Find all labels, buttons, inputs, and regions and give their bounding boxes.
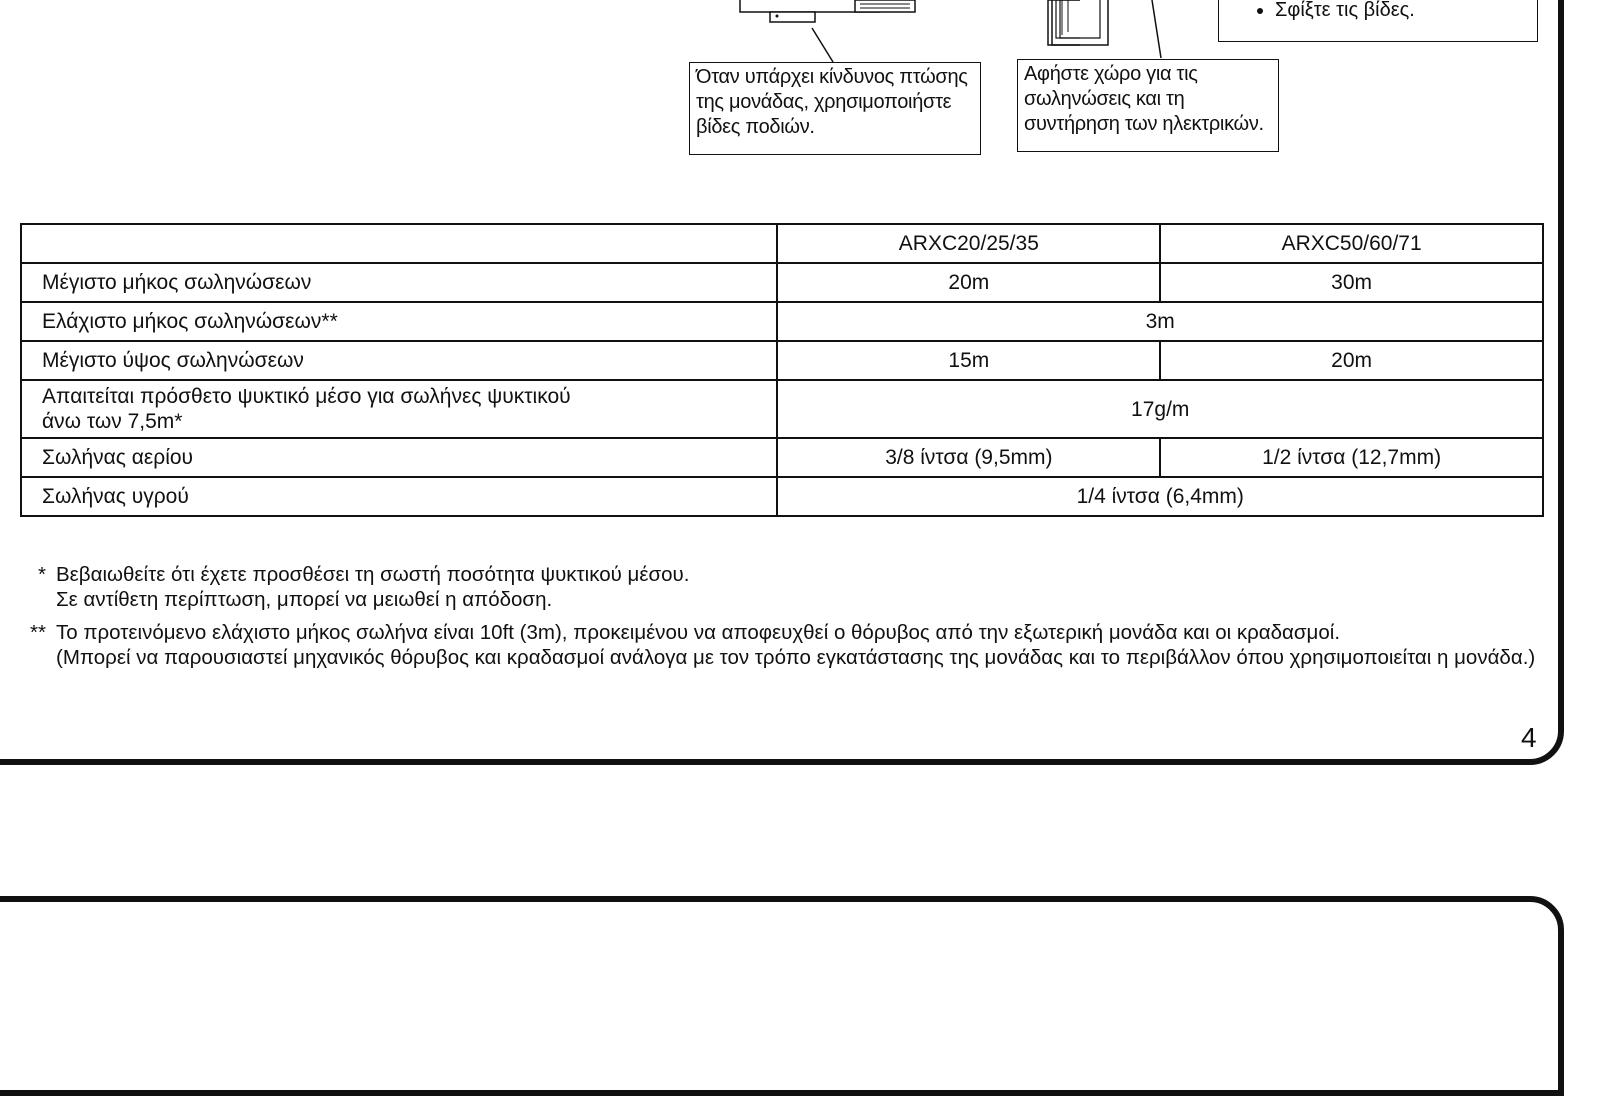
table-row bbox=[21, 302, 1543, 341]
row-label: Μέγιστο ύψος σωληνώσεων bbox=[21, 341, 777, 380]
row-label: Μέγιστο μήκος σωληνώσεων bbox=[21, 263, 777, 302]
next-page-border bbox=[0, 896, 1564, 1096]
row-label: Ελάχιστο μήκος σωληνώσεων** bbox=[21, 302, 777, 341]
footnote-line: (Μπορεί να παρουσιαστεί μηχανικός θόρυβος και κραδασμοί ανάλογα με τον τρόπο εγκατάστασης της μονάδας και το περιβάλλον όπου χρησιμοποιείται η μονάδα.) bbox=[56, 646, 1536, 669]
piping-specs-table bbox=[20, 223, 1544, 517]
table-cell: 3/8 ίντσα (9,5mm) bbox=[777, 438, 1160, 477]
header-cell: ARXC50/60/71 bbox=[1160, 224, 1543, 263]
table-cell: 20m bbox=[777, 263, 1160, 302]
table-cell: 15m bbox=[777, 341, 1160, 380]
callout-line: βίδες ποδιών. bbox=[696, 116, 815, 138]
header-cell: ARXC20/25/35 bbox=[777, 224, 1160, 263]
row-label: Σωλήνας υγρού bbox=[21, 477, 777, 516]
callout-line: συντήρηση των ηλεκτρικών. bbox=[1024, 113, 1264, 135]
footnote bbox=[10, 562, 1535, 612]
row-label bbox=[21, 380, 777, 438]
page-number: 4 bbox=[1521, 722, 1537, 753]
table-cell: 20m bbox=[1160, 341, 1543, 380]
pipe-illustration bbox=[1040, 0, 1180, 60]
footnote-line: Σε αντίθετη περίπτωση, μπορεί να μειωθεί η απόδοση. bbox=[56, 588, 553, 611]
footnote-mark: * bbox=[38, 563, 46, 586]
table-row bbox=[21, 263, 1543, 302]
foot-screws-callout bbox=[689, 62, 981, 155]
row-label-line: άνω των 7,5m* bbox=[42, 410, 183, 433]
table-header-row bbox=[21, 224, 1543, 263]
tighten-screws-item: • Σφίξτε τις βίδες. bbox=[1275, 0, 1537, 21]
table-cell: 30m bbox=[1160, 263, 1543, 302]
piping-space-callout bbox=[1017, 59, 1279, 152]
callout-line: Όταν υπάρχει κίνδυνος πτώσης bbox=[696, 66, 968, 88]
callout-line: σωληνώσεις και τη bbox=[1024, 88, 1185, 110]
table-row bbox=[21, 438, 1543, 477]
footnote-mark: ** bbox=[30, 621, 46, 644]
table-row bbox=[21, 380, 1543, 438]
header-cell bbox=[21, 224, 777, 263]
row-label: Σωλήνας αερίου bbox=[21, 438, 777, 477]
footnote bbox=[10, 620, 1535, 670]
footnote-line: Βεβαιωθείτε ότι έχετε προσθέσει τη σωστή ποσότητα ψυκτικού μέσου. bbox=[56, 563, 690, 586]
table-cell: 3m bbox=[777, 302, 1543, 341]
table-cell: 1/2 ίντσα (12,7mm) bbox=[1160, 438, 1543, 477]
callout-line: της μονάδας, χρησιμοποιήστε bbox=[696, 91, 952, 113]
table-cell: 17g/m bbox=[777, 380, 1543, 438]
footnotes bbox=[10, 562, 1535, 678]
table-row bbox=[21, 477, 1543, 516]
footnote-line: Το προτεινόμενο ελάχιστο μήκος σωλήνα είναι 10ft (3m), προκειμένου να αποφευχθεί ο θόρυβος από την εξωτερική μονάδα και οι κραδασμοί. bbox=[56, 621, 1341, 644]
callout-line: Αφήστε χώρο για τις bbox=[1024, 63, 1198, 85]
row-label-line: Απαιτείται πρόσθετο ψυκτικό μέσο για σωλήνες ψυκτικού bbox=[42, 385, 571, 408]
tighten-screws-box bbox=[1218, 0, 1538, 42]
table-row bbox=[21, 341, 1543, 380]
table-cell: 1/4 ίντσα (6,4mm) bbox=[777, 477, 1543, 516]
